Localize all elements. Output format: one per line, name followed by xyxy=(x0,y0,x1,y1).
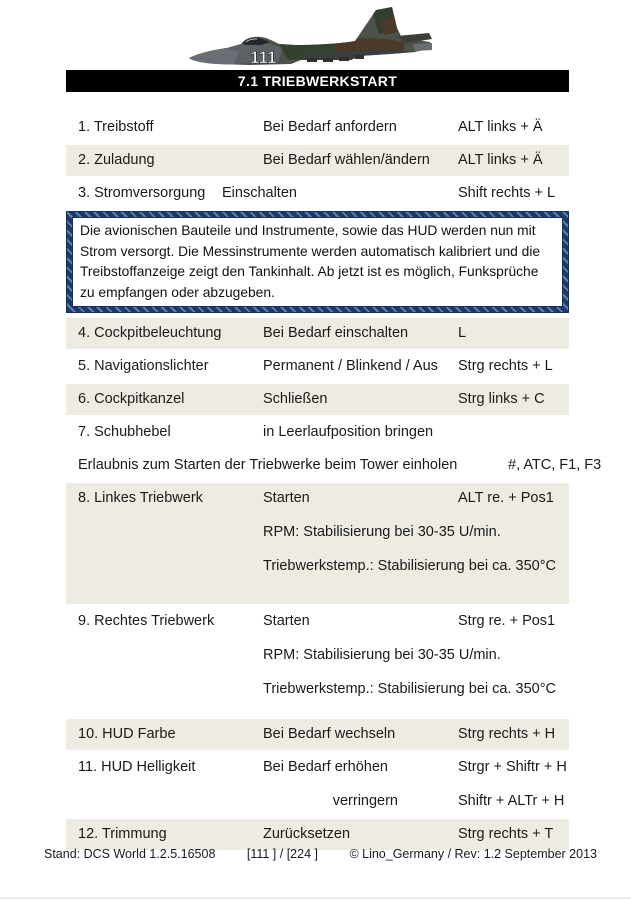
action-text: Starten xyxy=(263,490,310,506)
action-text: Triebwerkstemp.: Stabilisierung bei ca. 350°C xyxy=(263,681,556,697)
row-line xyxy=(66,719,569,750)
checklist-row xyxy=(66,819,569,850)
row-line xyxy=(66,551,569,582)
row-line xyxy=(66,178,569,209)
key-binding: Strg rechts + H xyxy=(458,726,556,742)
step-label: 7. Schubhebel xyxy=(78,424,171,440)
action-text: Zurücksetzen xyxy=(263,826,351,842)
key-binding: Strg re. + Pos1 xyxy=(458,613,556,629)
su25-aircraft-image xyxy=(183,2,433,70)
action-text: Bei Bedarf wählen/ändern xyxy=(263,152,430,168)
row-line xyxy=(66,640,569,671)
row-line xyxy=(66,483,569,514)
step-label: 5. Navigationslichter xyxy=(78,358,209,374)
section-title-bar: 7.1 TRIEBWERKSTART xyxy=(66,70,569,92)
row-line xyxy=(66,417,569,448)
key-binding: Strg rechts + T xyxy=(458,826,554,842)
action-text: Starten xyxy=(263,613,310,629)
key-binding: Strg rechts + L xyxy=(458,358,553,374)
action-text: in Leerlaufposition bringen xyxy=(263,424,434,440)
exhaust-nozzle xyxy=(413,43,432,51)
step-label: 1. Treibstoff xyxy=(78,119,154,135)
row-line xyxy=(66,786,569,817)
step-label: 10. HUD Farbe xyxy=(78,726,176,742)
page-footer xyxy=(44,847,597,861)
tower-clearance-row xyxy=(66,450,602,481)
clearance-text: Erlaubnis zum Starten der Triebwerke beim Tower einholen xyxy=(78,457,458,473)
note-box xyxy=(66,211,569,313)
step-label: 2. Zuladung xyxy=(78,152,155,168)
checklist-rows xyxy=(66,112,602,850)
checklist-row xyxy=(66,752,569,817)
row-line xyxy=(66,517,569,548)
action-text: Schließen xyxy=(263,391,328,407)
action-text: RPM: Stabilisierung bei 30-35 U/min. xyxy=(263,647,501,663)
row-line xyxy=(66,318,569,349)
row-line xyxy=(66,819,569,850)
step-label: 6. Cockpitkanzel xyxy=(78,391,185,407)
checklist-row xyxy=(66,483,569,604)
checklist-row xyxy=(66,719,569,750)
page-content xyxy=(66,70,602,852)
key-binding: Strgr + Shiftr + H xyxy=(458,759,567,775)
checklist-row xyxy=(66,178,569,209)
footer-version: Stand: DCS World 1.2.5.16508 xyxy=(44,847,216,861)
action-text: RPM: Stabilisierung bei 30-35 U/min. xyxy=(263,524,501,540)
step-label: 11. HUD Helligkeit xyxy=(78,759,196,775)
row-line xyxy=(66,384,569,415)
checklist-row xyxy=(66,384,569,415)
row-line xyxy=(66,145,569,176)
note-box-inner xyxy=(72,217,563,307)
action-text: verringern xyxy=(332,793,398,809)
row-line xyxy=(66,351,569,382)
action-text: Bei Bedarf einschalten xyxy=(263,325,409,341)
key-binding: ALT re. + Pos1 xyxy=(458,490,554,506)
checklist-row xyxy=(66,145,569,176)
action-text: Einschalten xyxy=(222,185,297,201)
action-text: Triebwerkstemp.: Stabilisierung bei ca. 350°C xyxy=(263,558,556,574)
checklist-row xyxy=(66,318,569,349)
action-text: Permanent / Blinkend / Aus xyxy=(263,358,438,374)
action-text: Bei Bedarf erhöhen xyxy=(263,759,388,775)
key-binding: ALT links + Ä xyxy=(458,119,543,135)
step-label: 9. Rechtes Triebwerk xyxy=(78,613,215,629)
row-line xyxy=(66,674,569,705)
key-binding: #, ATC, F1, F3 xyxy=(508,457,602,473)
checklist-row xyxy=(66,606,569,717)
note-text: Die avionischen Bauteile und Instrumente, sowie das HUD werden nun mit Strom versorgt. Die Messinstrumente werden automatisch kalibriert und die Treibstoffanzeige zeigt den Tankinhalt. Ab jetzt ist es möglich, Funksprüche zu empfangen oder abzugeben. xyxy=(80,223,541,300)
nose-number-text: 111 xyxy=(250,48,277,67)
footer-page-number: [111 ] / [224 ] xyxy=(246,847,318,861)
key-binding: Shiftr + ALTr + H xyxy=(458,793,565,809)
action-text: Bei Bedarf anfordern xyxy=(263,119,397,135)
checklist-row xyxy=(66,417,569,448)
checklist-row xyxy=(66,112,569,143)
step-label: 3. Stromversorgung xyxy=(78,185,206,201)
row-line xyxy=(66,606,569,637)
key-binding: ALT links + Ä xyxy=(458,152,543,168)
step-label: 12. Trimmung xyxy=(78,826,167,842)
row-line xyxy=(66,752,569,783)
key-binding: Strg links + C xyxy=(458,391,545,407)
step-label: 8. Linkes Triebwerk xyxy=(78,490,203,506)
row-line xyxy=(66,112,569,143)
key-binding: Shift rechts + L xyxy=(458,185,556,201)
checklist-row xyxy=(66,351,569,382)
action-text: Bei Bedarf wechseln xyxy=(263,726,396,742)
step-label: 4. Cockpitbeleuchtung xyxy=(78,325,222,341)
footer-copyright: © Lino_Germany / Rev: 1.2 September 2013 xyxy=(349,847,597,861)
key-binding: L xyxy=(458,325,467,341)
